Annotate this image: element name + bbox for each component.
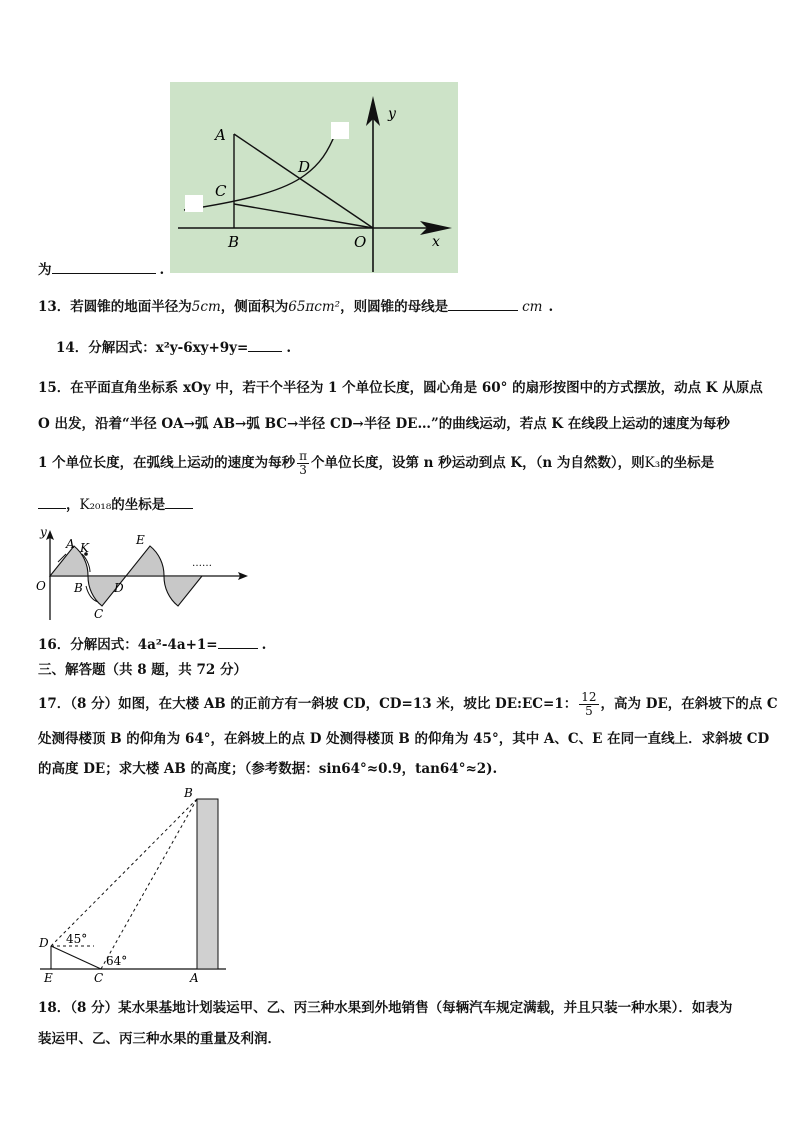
fig2-label-O: O	[36, 579, 46, 593]
q13-text-2: ，侧面积为	[220, 299, 289, 315]
white-marker-left	[185, 195, 203, 212]
question-13	[38, 296, 553, 317]
q15-text-4b: 的坐标是	[111, 497, 166, 513]
q12-suffix: .	[159, 262, 165, 278]
q15-k3: K₃	[644, 455, 661, 471]
q13-blank	[448, 296, 518, 311]
label-y: y	[388, 106, 396, 122]
fig3-label-E: E	[44, 971, 53, 984]
sector-3	[126, 546, 164, 576]
q15-line-3	[38, 450, 714, 477]
figure-sector-path	[34, 524, 250, 624]
question-16	[38, 634, 266, 655]
figure-coordinate-cone	[170, 82, 460, 275]
sight-line-CB	[101, 799, 197, 969]
q13-unit: cm	[522, 299, 543, 315]
fig3-angle-64: 64°	[106, 954, 128, 968]
q15-text-3b: 个单位长度，设第 n 秒运动到点 K，（n 为自然数），则	[310, 455, 645, 471]
fig2-label-K: K	[80, 541, 89, 555]
fig2-label-E: E	[136, 533, 145, 547]
q15-fraction	[297, 450, 309, 477]
fig3-label-C: C	[94, 971, 104, 984]
white-marker-top	[331, 122, 349, 139]
q16-text: 16．分解因式：4a²-4a+1=	[38, 637, 218, 653]
q17-line-1	[38, 691, 778, 718]
fig2-label-B: B	[74, 581, 83, 595]
q15-frac-num: π	[299, 449, 307, 463]
q13-end: .	[548, 299, 554, 315]
q16-end: .	[261, 637, 267, 653]
q15-k2018: K₂₀₁₈	[79, 497, 112, 513]
q13-radius: 5cm	[191, 299, 221, 315]
fig2-label-A: A	[66, 537, 75, 551]
q17-frac-den: 5	[585, 704, 593, 718]
section-3-title: 三、解答题（共 8 题，共 72 分）	[38, 662, 247, 678]
question-14	[56, 337, 291, 358]
label-C: C	[215, 182, 227, 200]
label-O: O	[354, 233, 367, 251]
sector-4	[164, 576, 202, 606]
q15-text-3a: 1 个单位长度，在弧线上运动的速度为每秒	[38, 455, 296, 471]
q14-blank	[248, 337, 282, 352]
q15-blank-1	[38, 494, 66, 509]
figure-building-slope	[34, 784, 230, 984]
q17-frac-num: 12	[581, 690, 597, 704]
q15-text-3c: 的坐标是	[660, 455, 715, 471]
fig2-label-C: C	[94, 607, 104, 621]
q12-blank	[52, 259, 156, 274]
q18-line-1: 18．（8 分）某水果基地计划装运甲、乙、丙三种水果到外地销售（每辆汽车规定满载，并且只装一种水果）．如表为	[38, 1000, 733, 1016]
q15-line-4	[38, 494, 193, 515]
q12-prefix: 为	[38, 262, 52, 278]
slope-CD	[51, 946, 101, 969]
fig2-label-D: D	[114, 581, 124, 595]
fig3-label-D: D	[39, 936, 49, 950]
q13-text-1: 13．若圆锥的地面半径为	[38, 299, 192, 315]
q14-end: .	[286, 340, 292, 356]
fig3-label-A: A	[190, 971, 199, 984]
q13-text-3: ，则圆锥的母线是	[340, 299, 449, 315]
q13-area: 65πcm²	[288, 299, 341, 315]
q17-text-1a: 17．（8 分）如图，在大楼 AB 的正前方有一斜坡 CD，CD=13 米，坡比 DE:EC=1：	[38, 696, 578, 712]
fig3-angle-45: 45°	[66, 932, 88, 946]
q12-answer-line	[38, 259, 164, 280]
q18-line-2: 装运甲、乙、丙三种水果的重量及利润．	[38, 1031, 281, 1047]
q15-frac-den: 3	[299, 463, 307, 477]
q15-text-4a: ，	[66, 497, 80, 513]
q15-line-1: 15．在平面直角坐标系 xOy 中，若干个半径为 1 个单位长度，圆心角是 60° 的扇形按图中的方式摆放，动点 K 从原点	[38, 380, 763, 396]
q14-text: 14．分解因式：x²y-6xy+9y=	[56, 340, 249, 356]
q17-text-1b: ，高为 DE，在斜坡下的点 C	[600, 696, 778, 712]
q17-fraction	[579, 691, 598, 718]
sight-line-DB	[51, 799, 197, 946]
label-A: A	[215, 126, 226, 144]
q16-blank	[218, 634, 258, 649]
fig2-label-y: y	[40, 525, 47, 539]
label-x: x	[432, 234, 440, 250]
fig2-ellipsis: ……	[192, 558, 212, 569]
q15-line-2: O 出发，沿着“半径 OA→弧 AB→弧 BC→半径 CD→半径 DE…”的曲线运动，若点 K 在线段上运动的速度为每秒	[38, 416, 730, 432]
figure-background	[170, 82, 458, 273]
label-D: D	[298, 158, 311, 176]
q17-line-2: 处测得楼顶 B 的仰角为 64°，在斜坡上的点 D 处测得楼顶 B 的仰角为 45°，其中 A、C、E 在同一直线上．求斜坡 CD	[38, 731, 770, 747]
q15-blank-2	[165, 494, 193, 509]
fig3-label-B: B	[184, 786, 193, 800]
building-AB	[197, 799, 218, 969]
q17-line-3: 的高度 DE；求大楼 AB 的高度；（参考数据：sin64°≈0.9，tan64°≈2).	[38, 761, 498, 777]
label-B: B	[228, 233, 240, 251]
